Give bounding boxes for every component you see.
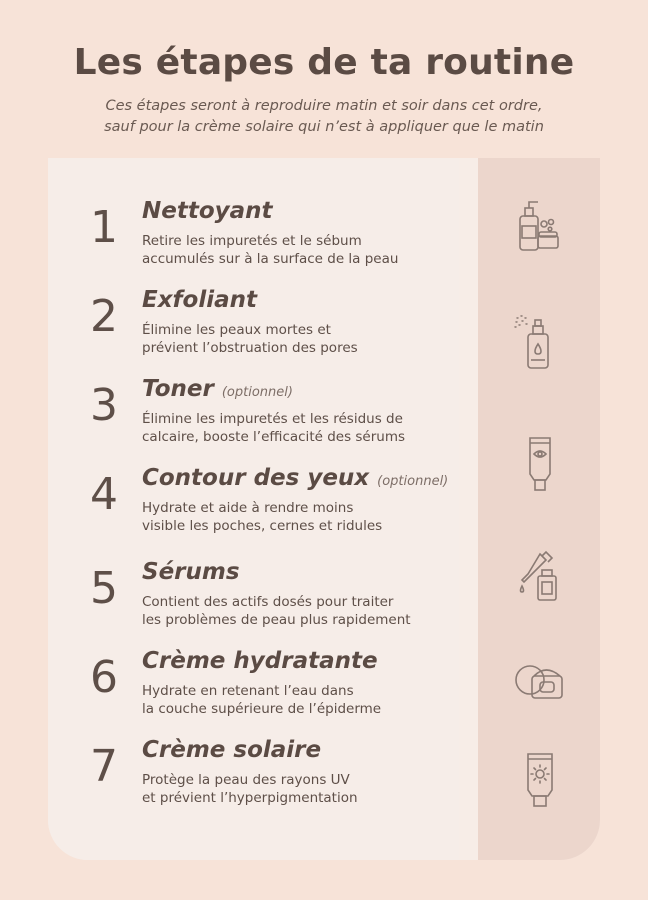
step-name — [142, 287, 257, 313]
step-description-line: et prévient l’hyperpigmentation — [142, 790, 358, 806]
dropper-serum-icon — [510, 548, 570, 608]
cream-jar-icon — [510, 652, 570, 712]
step-name — [142, 376, 293, 402]
step-description-line: Hydrate en retenant l’eau dans — [142, 683, 354, 699]
sunscreen-tube-icon — [510, 750, 570, 810]
step-description-line: Élimine les impuretés et les résidus de — [142, 411, 403, 427]
step-name — [142, 737, 321, 763]
eye-cream-tube-icon — [510, 434, 570, 494]
step-description — [142, 499, 382, 535]
step-name — [142, 465, 448, 491]
step-description-line: Contient des actifs dosés pour traiter — [142, 594, 394, 610]
step-description-line: les problèmes de peau plus rapidement — [142, 612, 411, 628]
step-description — [142, 682, 381, 718]
step-name-text: Nettoyant — [142, 198, 273, 224]
optional-label: (optionnel) — [377, 474, 449, 489]
step-name-text: Sérums — [142, 559, 240, 585]
page-subtitle — [0, 96, 648, 138]
step-description — [142, 321, 358, 357]
subtitle-line-1: Ces étapes seront à reproduire matin et soir dans cet ordre, — [105, 98, 543, 114]
step-number: 4 — [90, 469, 118, 520]
step-description — [142, 771, 358, 807]
step-number: 3 — [90, 380, 118, 431]
step-number: 1 — [90, 202, 118, 253]
step-description — [142, 410, 405, 446]
step-name-text: Toner — [142, 376, 214, 402]
step-name-text: Crème solaire — [142, 737, 322, 763]
step-name — [142, 648, 378, 674]
step-description-line: Protège la peau des rayons UV — [142, 772, 350, 788]
step-name — [142, 198, 273, 224]
step-number: 7 — [90, 741, 118, 792]
step-description-line: visible les poches, cernes et ridules — [142, 518, 383, 534]
step-description-line: prévient l’obstruation des pores — [142, 340, 358, 356]
step-description-line: calcaire, booste l’efficacité des sérums — [142, 429, 406, 445]
step-description-line: Retire les impuretés et le sébum — [142, 233, 362, 249]
step-description-line: Élimine les peaux mortes et — [142, 322, 331, 338]
spray-bottle-icon — [510, 312, 570, 372]
step-number: 6 — [90, 652, 118, 703]
step-description — [142, 232, 398, 268]
step-number: 5 — [90, 563, 118, 614]
step-description — [142, 593, 411, 629]
step-name-text: Crème hydratante — [142, 648, 378, 674]
cleanser-pump-bottle-icon — [510, 196, 570, 256]
page-title: Les étapes de ta routine — [73, 42, 575, 83]
subtitle-line-2: sauf pour la crème solaire qui n’est à appliquer que le matin — [104, 119, 544, 135]
step-description-line: Hydrate et aide à rendre moins — [142, 500, 354, 516]
step-name-text: Contour des yeux — [142, 465, 370, 491]
step-description-line: la couche supérieure de l’épiderme — [142, 701, 382, 717]
step-description-line: accumulés sur à la surface de la peau — [142, 251, 399, 267]
step-name-text: Exfoliant — [142, 287, 258, 313]
step-name — [142, 559, 240, 585]
optional-label: (optionnel) — [221, 385, 293, 400]
step-number: 2 — [90, 291, 118, 342]
